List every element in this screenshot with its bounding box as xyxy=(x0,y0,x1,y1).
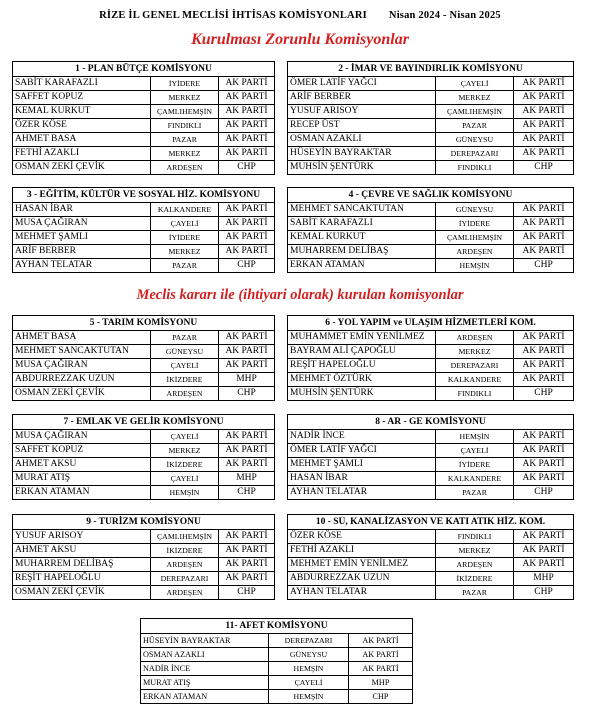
table-row xyxy=(288,558,574,572)
committee-table-2 xyxy=(287,61,574,175)
member-party: CHP xyxy=(219,387,275,401)
member-party: AK PARTİ xyxy=(219,572,275,586)
table-row xyxy=(13,119,275,133)
member-party: AK PARTİ xyxy=(219,444,275,458)
member-party: AK PARTİ xyxy=(349,634,413,648)
member-name: OSMAN AZAKLI xyxy=(288,133,436,147)
table-row xyxy=(288,359,574,373)
table-row xyxy=(288,586,574,600)
member-party: AK PARTİ xyxy=(514,105,574,119)
table-row xyxy=(13,245,275,259)
member-district: ÇAMLIHEMŞİN xyxy=(151,530,219,544)
member-district: ÇAYELİ xyxy=(151,359,219,373)
member-district: MERKEZ xyxy=(151,245,219,259)
member-name: MUHAMMET EMİN YENİLMEZ xyxy=(288,331,436,345)
member-party: AK PARTİ xyxy=(219,331,275,345)
member-party: AK PARTİ xyxy=(219,430,275,444)
section-heading-mandatory: Kurulması Zorunlu Komisyonlar xyxy=(191,31,409,48)
table-row xyxy=(13,105,275,119)
member-party: AK PARTİ xyxy=(514,530,574,544)
member-name: ERKAN ATAMAN xyxy=(13,486,151,500)
table-row xyxy=(288,472,574,486)
table-row xyxy=(288,373,574,387)
member-name: REŞİT HAPELOĞLU xyxy=(288,359,436,373)
table-row xyxy=(288,245,574,259)
member-district: PAZAR xyxy=(436,586,514,600)
table-row xyxy=(13,259,275,273)
committee-table-10 xyxy=(287,514,574,600)
member-party: AK PARTİ xyxy=(514,430,574,444)
member-party: AK PARTİ xyxy=(514,444,574,458)
committee-table-3 xyxy=(12,187,275,273)
member-party: AK PARTİ xyxy=(219,345,275,359)
member-party: CHP xyxy=(514,161,574,175)
table-row xyxy=(13,444,275,458)
table-row xyxy=(288,105,574,119)
member-party: AK PARTİ xyxy=(219,133,275,147)
member-name: ÖZER KÖSE xyxy=(13,119,151,133)
title-text: RİZE İL GENEL MECLİSİ İHTİSAS KOMİSYONLARI xyxy=(99,10,367,21)
member-district: ÇAYELİ xyxy=(269,676,349,690)
member-district: DEREPAZARI xyxy=(151,572,219,586)
member-district: ARDEŞEN xyxy=(151,558,219,572)
member-name: MEHMET EMİN YENİLMEZ xyxy=(288,558,436,572)
table-row xyxy=(13,133,275,147)
member-district: GÜNEYSU xyxy=(436,203,514,217)
member-district: ÇAYELİ xyxy=(151,217,219,231)
table-row xyxy=(288,203,574,217)
member-party: AK PARTİ xyxy=(514,345,574,359)
table-row xyxy=(13,331,275,345)
table-row xyxy=(288,119,574,133)
member-district: İYİDERE xyxy=(436,458,514,472)
member-party: AK PARTİ xyxy=(514,91,574,105)
table-row xyxy=(13,472,275,486)
member-district: ARDEŞEN xyxy=(436,245,514,259)
member-party: AK PARTİ xyxy=(219,119,275,133)
member-name: NADİR İNCE xyxy=(141,662,269,676)
member-name: OSMAN ZEKİ ÇEVİK xyxy=(13,586,151,600)
member-district: MERKEZ xyxy=(151,147,219,161)
member-district: ÇAMLIHEMŞİN xyxy=(436,105,514,119)
member-district: ARDEŞEN xyxy=(151,387,219,401)
committee-table-7 xyxy=(12,414,275,500)
member-name: MEHMET SANCAKTUTAN xyxy=(288,203,436,217)
member-name: ARİF BERBER xyxy=(13,245,151,259)
member-name: AHMET BASA xyxy=(13,331,151,345)
member-district: GÜNEYSU xyxy=(269,648,349,662)
member-name: HÜSEYİN BAYRAKTAR xyxy=(288,147,436,161)
member-party: AK PARTİ xyxy=(514,558,574,572)
member-district: KALKANDERE xyxy=(436,472,514,486)
member-district: MERKEZ xyxy=(436,544,514,558)
member-name: OSMAN ZEKİ ÇEVİK xyxy=(13,161,151,175)
member-party: MHP xyxy=(349,676,413,690)
member-name: SABİT KARAFAZLI xyxy=(13,77,151,91)
table-row xyxy=(13,161,275,175)
member-party: CHP xyxy=(219,486,275,500)
member-name: RECEP ÜST xyxy=(288,119,436,133)
member-district: HEMŞİN xyxy=(436,430,514,444)
member-party: AK PARTİ xyxy=(514,331,574,345)
table-row xyxy=(288,444,574,458)
member-name: ÖMER LATİF YAĞCI xyxy=(288,77,436,91)
table-row xyxy=(288,259,574,273)
member-name: MUSA ÇAĞIRAN xyxy=(13,359,151,373)
member-district: GÜNEYSU xyxy=(436,133,514,147)
member-district: ARDEŞEN xyxy=(436,331,514,345)
committee-title: 4 - ÇEVRE VE SAĞLIK KOMİSYONU xyxy=(288,188,574,203)
member-district: ÇAYELİ xyxy=(151,430,219,444)
member-party: AK PARTİ xyxy=(219,91,275,105)
member-party: AK PARTİ xyxy=(349,648,413,662)
member-party: AK PARTİ xyxy=(514,231,574,245)
member-district: ARDEŞEN xyxy=(436,558,514,572)
member-district: ARDEŞEN xyxy=(151,586,219,600)
member-party: CHP xyxy=(219,259,275,273)
member-name: OSMAN AZAKLI xyxy=(141,648,269,662)
table-row xyxy=(288,430,574,444)
member-party: AK PARTİ xyxy=(219,458,275,472)
member-name: SAFFET KOPUZ xyxy=(13,444,151,458)
member-party: AK PARTİ xyxy=(219,105,275,119)
member-party: AK PARTİ xyxy=(219,359,275,373)
table-row xyxy=(13,486,275,500)
table-row xyxy=(288,77,574,91)
member-name: BAYRAM ALİ ÇAPOĞLU xyxy=(288,345,436,359)
member-district: KALKANDERE xyxy=(436,373,514,387)
table-row xyxy=(13,91,275,105)
member-party: AK PARTİ xyxy=(219,203,275,217)
member-party: CHP xyxy=(514,586,574,600)
member-name: ÖZER KÖSE xyxy=(288,530,436,544)
table-row xyxy=(13,544,275,558)
member-name: AYHAN TELATAR xyxy=(13,259,151,273)
member-district: MERKEZ xyxy=(436,345,514,359)
table-row xyxy=(13,147,275,161)
table-row xyxy=(288,345,574,359)
member-name: MUHSİN ŞENTÜRK xyxy=(288,387,436,401)
document-title xyxy=(0,10,600,21)
committee-table-5 xyxy=(12,315,275,401)
table-row xyxy=(288,486,574,500)
member-name: MUHSİN ŞENTÜRK xyxy=(288,161,436,175)
member-district: HEMŞİN xyxy=(269,662,349,676)
committee-title: 2 - İMAR VE BAYINDIRLIK KOMİSYONU xyxy=(288,62,574,77)
table-row xyxy=(13,203,275,217)
member-name: YUSUF ARISOY xyxy=(13,530,151,544)
member-name: YUSUF ARISOY xyxy=(288,105,436,119)
member-party: CHP xyxy=(514,259,574,273)
table-row xyxy=(141,634,413,648)
member-party: AK PARTİ xyxy=(514,472,574,486)
member-name: MURAT ATIŞ xyxy=(13,472,151,486)
member-party: AK PARTİ xyxy=(219,530,275,544)
committee-table-8 xyxy=(287,414,574,500)
member-district: İKİZDERE xyxy=(151,373,219,387)
member-name: MEHMET ŞAMLI xyxy=(288,458,436,472)
committee-title: 7 - EMLAK VE GELİR KOMİSYONU xyxy=(13,415,275,430)
member-party: AK PARTİ xyxy=(514,359,574,373)
member-name: HASAN İBAR xyxy=(288,472,436,486)
table-row xyxy=(288,331,574,345)
member-name: AYHAN TELATAR xyxy=(288,486,436,500)
table-row xyxy=(13,77,275,91)
member-district: İYİDERE xyxy=(436,217,514,231)
member-name: ABDURREZZAK UZUN xyxy=(288,572,436,586)
table-row xyxy=(141,662,413,676)
member-party: CHP xyxy=(219,161,275,175)
member-party: AK PARTİ xyxy=(219,231,275,245)
table-row xyxy=(13,572,275,586)
table-row xyxy=(13,458,275,472)
member-party: MHP xyxy=(219,472,275,486)
member-district: DEREPAZARI xyxy=(269,634,349,648)
member-district: HEMŞİN xyxy=(436,259,514,273)
member-name: HÜSEYİN BAYRAKTAR xyxy=(141,634,269,648)
member-district: ARDEŞEN xyxy=(151,161,219,175)
member-district: MERKEZ xyxy=(151,91,219,105)
member-name: MEHMET SANCAKTUTAN xyxy=(13,345,151,359)
member-district: PAZAR xyxy=(151,331,219,345)
member-party: AK PARTİ xyxy=(514,77,574,91)
table-row xyxy=(13,217,275,231)
member-district: ÇAMLIHEMŞİN xyxy=(151,105,219,119)
table-row xyxy=(13,373,275,387)
member-district: KALKANDERE xyxy=(151,203,219,217)
member-party: AK PARTİ xyxy=(219,544,275,558)
table-row xyxy=(288,161,574,175)
member-district: PAZAR xyxy=(151,133,219,147)
member-name: MUSA ÇAĞIRAN xyxy=(13,217,151,231)
member-party: MHP xyxy=(219,373,275,387)
member-name: ABDURREZZAK UZUN xyxy=(13,373,151,387)
member-party: AK PARTİ xyxy=(514,203,574,217)
member-name: ARİF BERBER xyxy=(288,91,436,105)
member-name: FETHİ AZAKLI xyxy=(288,544,436,558)
member-district: PAZAR xyxy=(436,486,514,500)
committee-title: 10 - SU, KANALİZASYON VE KATI ATIK HİZ. KOM. xyxy=(288,515,574,530)
member-party: AK PARTİ xyxy=(514,147,574,161)
member-party: AK PARTİ xyxy=(514,458,574,472)
member-party: CHP xyxy=(514,486,574,500)
member-party: CHP xyxy=(219,586,275,600)
member-district: HEMŞİN xyxy=(269,690,349,704)
table-row xyxy=(13,231,275,245)
committee-table-1 xyxy=(12,61,275,175)
member-name: HASAN İBAR xyxy=(13,203,151,217)
member-district: PAZAR xyxy=(151,259,219,273)
member-party: AK PARTİ xyxy=(219,217,275,231)
member-district: FINDIKLI xyxy=(436,161,514,175)
table-row xyxy=(141,648,413,662)
table-row xyxy=(288,458,574,472)
member-name: MURAT ATIŞ xyxy=(141,676,269,690)
member-name: MEHMET ÖZTÜRK xyxy=(288,373,436,387)
member-district: İYİDERE xyxy=(151,77,219,91)
member-district: HEMŞİN xyxy=(151,486,219,500)
table-row xyxy=(141,676,413,690)
member-name: MEHMET ŞAMLI xyxy=(13,231,151,245)
member-district: DEREPAZARI xyxy=(436,147,514,161)
member-name: OSMAN ZEKİ ÇEVİK xyxy=(13,387,151,401)
member-name: KEMAL KURKUT xyxy=(288,231,436,245)
member-party: MHP xyxy=(514,572,574,586)
member-district: ÇAYELİ xyxy=(436,77,514,91)
member-name: AYHAN TELATAR xyxy=(288,586,436,600)
table-row xyxy=(13,586,275,600)
table-row xyxy=(288,231,574,245)
member-name: ÖMER LATİF YAĞCI xyxy=(288,444,436,458)
member-district: MERKEZ xyxy=(436,91,514,105)
table-row xyxy=(288,530,574,544)
member-party: AK PARTİ xyxy=(514,544,574,558)
member-district: İKİZDERE xyxy=(151,458,219,472)
table-row xyxy=(13,387,275,401)
committee-title: 8 - AR - GE KOMİSYONU xyxy=(288,415,574,430)
table-row xyxy=(141,690,413,704)
member-district: FINDIKLI xyxy=(436,530,514,544)
table-row xyxy=(288,91,574,105)
member-party: AK PARTİ xyxy=(514,373,574,387)
committee-title: 1 - PLAN BÜTÇE KOMİSYONU xyxy=(13,62,275,77)
table-row xyxy=(13,359,275,373)
member-name: REŞİT HAPELOĞLU xyxy=(13,572,151,586)
table-row xyxy=(288,133,574,147)
member-district: İYİDERE xyxy=(151,231,219,245)
member-party: AK PARTİ xyxy=(219,245,275,259)
member-district: FINDIKLI xyxy=(436,387,514,401)
member-name: AHMET AKSU xyxy=(13,458,151,472)
member-name: KEMAL KURKUT xyxy=(13,105,151,119)
member-district: PAZAR xyxy=(436,119,514,133)
member-district: ÇAYELİ xyxy=(151,472,219,486)
member-district: ÇAYELİ xyxy=(436,444,514,458)
table-row xyxy=(13,345,275,359)
committee-table-9 xyxy=(12,514,275,600)
member-name: SAFFET KOPUZ xyxy=(13,91,151,105)
committee-title: 6 - YOL YAPIM ve ULAŞIM HİZMETLERİ KOM. xyxy=(288,316,574,331)
table-row xyxy=(13,430,275,444)
member-name: MUSA ÇAĞIRAN xyxy=(13,430,151,444)
member-party: AK PARTİ xyxy=(219,147,275,161)
committee-table-6 xyxy=(287,315,574,401)
committee-title: 5 - TARIM KOMİSYONU xyxy=(13,316,275,331)
member-party: AK PARTİ xyxy=(514,217,574,231)
member-name: MUHARREM DELİBAŞ xyxy=(288,245,436,259)
table-row xyxy=(13,558,275,572)
member-district: İKİZDERE xyxy=(436,572,514,586)
committee-title: 3 - EĞİTİM, KÜLTÜR VE SOSYAL HİZ. KOMİSYONU xyxy=(13,188,275,203)
committee-table-11 xyxy=(140,618,413,704)
member-district: ÇAMLIHEMŞİN xyxy=(436,231,514,245)
member-name: NADİR İNCE xyxy=(288,430,436,444)
committee-title: 11- AFET KOMİSYONU xyxy=(141,619,413,634)
member-party: AK PARTİ xyxy=(514,245,574,259)
member-district: GÜNEYSU xyxy=(151,345,219,359)
section-heading-optional: Meclis kararı ile (ihtiyari olarak) kurulan komisyonlar xyxy=(136,287,464,303)
table-row xyxy=(288,572,574,586)
table-row xyxy=(288,217,574,231)
table-row xyxy=(288,387,574,401)
member-party: AK PARTİ xyxy=(514,133,574,147)
member-name: ERKAN ATAMAN xyxy=(141,690,269,704)
member-party: AK PARTİ xyxy=(219,77,275,91)
member-name: MUHARREM DELİBAŞ xyxy=(13,558,151,572)
member-party: CHP xyxy=(514,387,574,401)
member-name: AHMET AKSU xyxy=(13,544,151,558)
member-party: AK PARTİ xyxy=(349,662,413,676)
member-party: AK PARTİ xyxy=(514,119,574,133)
member-district: DEREPAZARI xyxy=(436,359,514,373)
member-party: CHP xyxy=(349,690,413,704)
period-text: Nisan 2024 - Nisan 2025 xyxy=(388,10,501,21)
member-name: AHMET BASA xyxy=(13,133,151,147)
table-row xyxy=(288,147,574,161)
member-name: SABİT KARAFAZLI xyxy=(288,217,436,231)
member-district: İKİZDERE xyxy=(151,544,219,558)
table-row xyxy=(13,530,275,544)
member-party: AK PARTİ xyxy=(219,558,275,572)
committee-title: 9 - TURİZM KOMİSYONU xyxy=(13,515,275,530)
table-row xyxy=(288,544,574,558)
member-district: MERKEZ xyxy=(151,444,219,458)
member-district: FINDIKLI xyxy=(151,119,219,133)
member-name: FETHİ AZAKLI xyxy=(13,147,151,161)
member-name: ERKAN ATAMAN xyxy=(288,259,436,273)
committee-table-4 xyxy=(287,187,574,273)
